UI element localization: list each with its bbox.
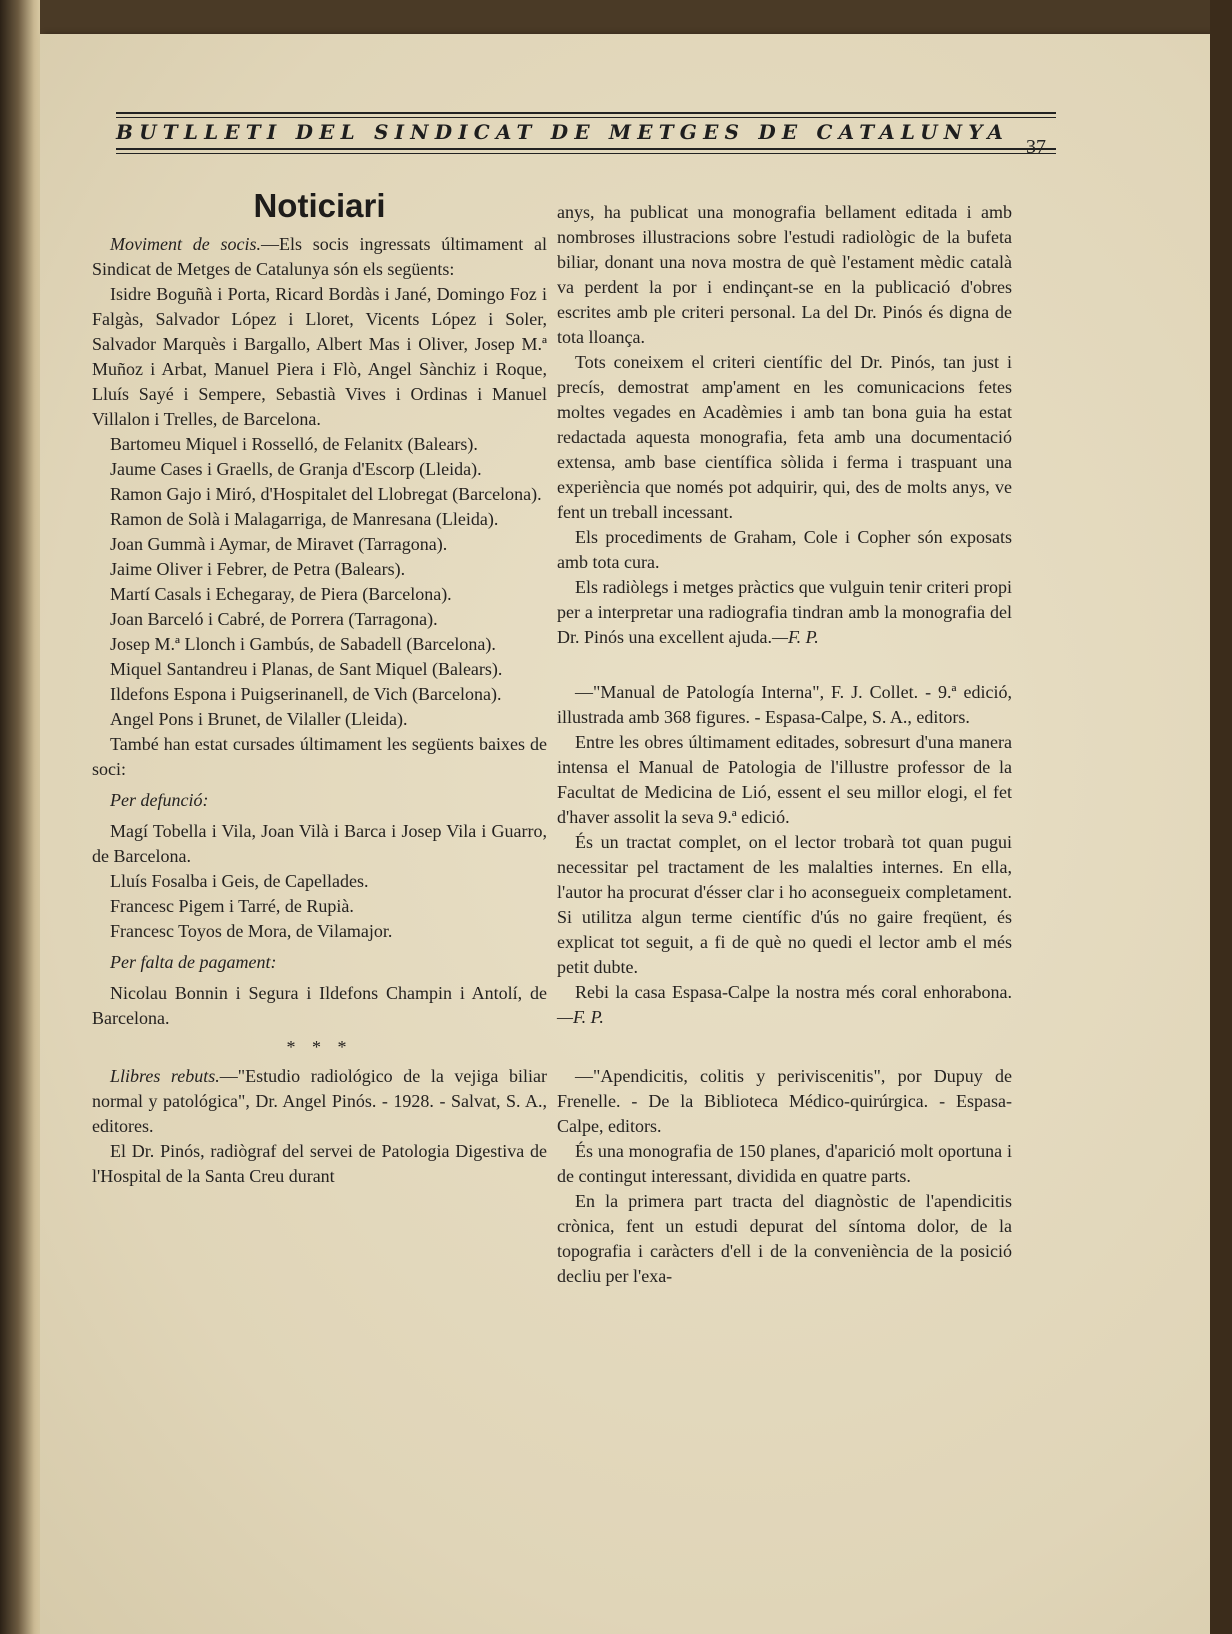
paragraph: En la primera part tracta del diagnòstic de l'apendicitis crònica, fent un estudi depurat del síntoma dolor, de la topografia i caràcters d'ell i de la conveniència de la posició decliu per l'exa- [557, 1191, 1012, 1286]
pinos-paragraph: El Dr. Pinós, radiògraf del servei de Patologia Digestiva de l'Hospital de la Santa Creu durant [92, 1141, 547, 1186]
falta-label: Per falta de pagament: [110, 952, 277, 972]
llibres-label: Llibres rebuts. [110, 1066, 220, 1086]
signature: —F. P. [771, 627, 819, 647]
moviment-label: Moviment de socis. [110, 234, 261, 254]
llibres-text: —"Estudio radiológico de la vejiga biliar normal y patológica", Dr. Angel Pinós. - 1928. - Salvat, S. A., editores. [92, 1066, 547, 1136]
defuncio-entry: Francesc Pigem i Tarré, de Rupià. [110, 896, 354, 916]
book-edge [1210, 0, 1232, 1634]
defuncio-label: Per defunció: [110, 790, 209, 810]
right-column [557, 200, 1012, 1289]
left-column [92, 186, 547, 1189]
header-rule-bottom-thin [116, 153, 1056, 154]
baixes-intro: També han estat cursades últimament les següents baixes de soci: [92, 734, 547, 779]
pinos-continuation: anys, ha publicat una monografia bellament editada i amb nombroses illustracions sobre l'estudi radiològic de la bufeta biliar, donant una nova mostra de què l'estament mèdic català va perdent la por i endinçant-se en la publicació d'obres escrites amb ple criteri personal. La del Dr. Pinós és digna de tota lloança. [557, 202, 1012, 347]
apendicitis-heading: —"Apendicitis, colitis y periviscenitis", por Dupuy de Frenelle. - De la Biblioteca Médico-quirúrgica. - Espasa-Calpe, editors. [557, 1066, 1012, 1136]
paragraph [557, 980, 1012, 1030]
paragraph: Tots coneixem el criteri científic del Dr. Pinós, tan just i precís, demostrat amp'ament en les comunicacions fetes moltes vegades en Acadèmies i amb tan bona guia ha estat redactada aquesta monografia, feta amb una documentació extensa, amb base científica sòlida i ferma i traspuant una experiència que només pot adquirir, qui, des de molts anys, ve fent un treball incessant. [557, 352, 1012, 522]
book-spine [0, 0, 40, 1634]
member-entry: Joan Barceló i Cabré, de Porrera (Tarragona). [110, 609, 438, 629]
member-entry: Jaume Cases i Graells, de Granja d'Escorp (Lleida). [110, 459, 482, 479]
falta-entry: Nicolau Bonnin i Segura i Ildefons Champin i Antolí, de Barcelona. [92, 983, 547, 1028]
moviment-text: —Els socis ingressats últimament al Sindicat de Metges de Catalunya són els següents: [92, 234, 547, 279]
member-entry: Bartomeu Miquel i Rosselló, de Felanitx (Balears). [110, 434, 478, 454]
paragraph: Els procediments de Graham, Cole i Copher són exposats amb tota cura. [557, 527, 1012, 572]
section-divider-stars: * * * [286, 1037, 353, 1057]
paragraph: Entre les obres últimament editades, sobresurt d'una manera intensa el Manual de Patologia de l'illustre professor de la Facultat de Medicina de Lió, essent el seu millor elogi, el fet d'haver assolit la seva 9.ª edició. [557, 732, 1012, 827]
moviment-paragraph [92, 232, 547, 282]
paragraph [557, 575, 1012, 650]
member-entry: Isidre Boguñà i Porta, Ricard Bordàs i Jané, Domingo Foz i Falgàs, Salvador López i Lloret, Vicents López i Soler, Salvador Marquès i Bargallo, Albert Mas i Oliver, Josep M.ª Muñoz i Arbat, Manuel Piera i Flò, Angel Sànchiz i Roque, Lluís Sayé i Sempere, Sebastià Vives i Ordinas i Manuel Villalon i Trelles, de Barcelona. [92, 284, 547, 429]
signature: —F. P. [557, 1007, 604, 1027]
manual-heading: —"Manual de Patología Interna", F. J. Collet. - 9.ª edició, illustrada amb 368 figures. - Espasa-Calpe, S. A., editors. [557, 682, 1012, 727]
member-entry: Joan Gummà i Aymar, de Miravet (Tarragona). [110, 534, 448, 554]
paragraph: És un tractat complet, on el lector trobarà tot quan pugui necessitar pel tractament de les malalties internes. En ella, l'autor ha procurat d'ésser clar i ho aconsegueix completament. Si utilitza algun terme científic d'ús no gaire freqüent, és explicat tot seguit, a fi de què no quedi el lector amb el més petit dubte. [557, 832, 1012, 977]
member-entry: Martí Casals i Echegaray, de Piera (Barcelona). [110, 584, 452, 604]
header-rule-top-thin [116, 117, 1056, 118]
paragraph-text: Els radiòlegs i metges pràctics que vulguin tenir criteri propi per a interpretar una radiografia tindran amb la monografia del Dr. Pinós una excellent ajuda. [557, 577, 1012, 647]
page-number: 37 [1026, 136, 1046, 158]
member-entry: Ildefons Espona i Puigserinanell, de Vich (Barcelona). [110, 684, 502, 704]
defuncio-entry: Magí Tobella i Vila, Joan Vilà i Barca i Josep Vila i Guarro, de Barcelona. [92, 821, 547, 866]
member-entry: Josep M.ª Llonch i Gambús, de Sabadell (Barcelona). [110, 634, 496, 654]
header-title: BUTLLETI DEL SINDICAT DE METGES DE CATALUNYA [116, 120, 1010, 144]
llibres-paragraph [92, 1064, 547, 1139]
defuncio-entry: Francesc Toyos de Mora, de Vilamajor. [110, 921, 393, 941]
member-entry: Ramon Gajo i Miró, d'Hospitalet del Llobregat (Barcelona). [110, 484, 542, 504]
member-entry: Miquel Santandreu i Planas, de Sant Miquel (Balears). [110, 659, 503, 679]
header-rule-bottom [116, 148, 1056, 150]
member-entry: Ramon de Solà i Malagarriga, de Manresana (Lleida). [110, 509, 499, 529]
running-header [76, 112, 1056, 160]
defuncio-entry: Lluís Fosalba i Geis, de Capellades. [110, 871, 369, 891]
paragraph-text: Rebi la casa Espasa-Calpe la nostra més coral enhorabona. [575, 982, 1012, 1002]
member-entry: Angel Pons i Brunet, de Vilaller (Lleida). [110, 709, 408, 729]
paragraph: És una monografia de 150 planes, d'aparició molt oportuna i de contingut interessant, dividida en quatre parts. [557, 1141, 1012, 1186]
header-rule-top [116, 112, 1056, 114]
section-title: Noticiari [253, 187, 386, 224]
member-entry: Jaime Oliver i Febrer, de Petra (Balears). [110, 559, 406, 579]
